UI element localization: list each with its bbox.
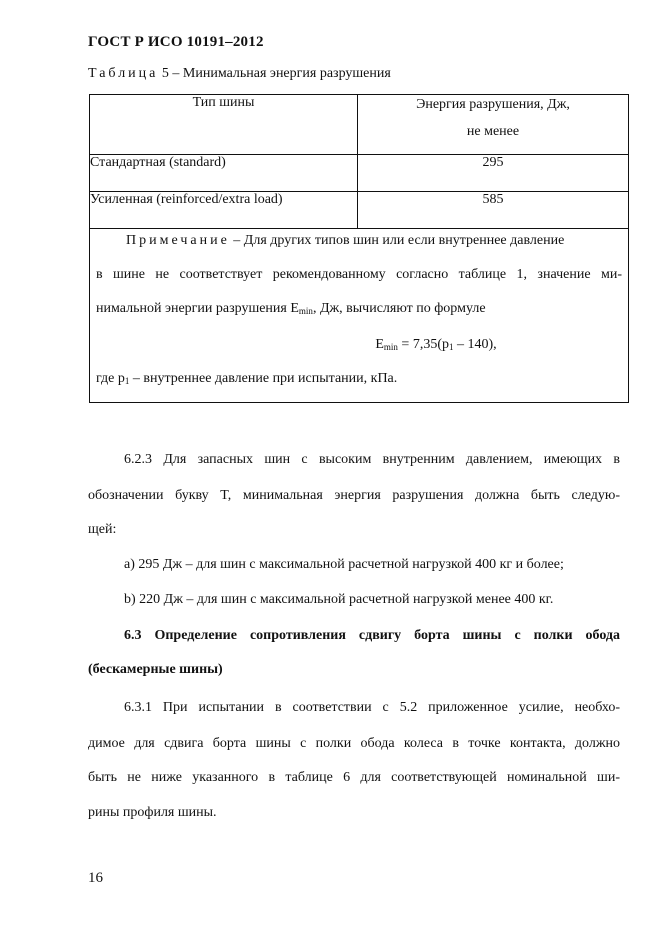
table-row bbox=[90, 155, 629, 192]
note-line-5 bbox=[96, 371, 622, 387]
table-caption-word: Таблица bbox=[88, 66, 159, 81]
formula-e: E bbox=[375, 337, 384, 352]
header-tire-type: Тип шины bbox=[90, 95, 358, 155]
table-caption bbox=[88, 66, 391, 82]
note-text-5b: – внутреннее давление при испытании, кПа. bbox=[129, 371, 398, 386]
cell-energy: 295 bbox=[358, 155, 629, 192]
list-item-b: b) 220 Дж – для шин с максимальной расчетной нагрузкой менее 400 кг. bbox=[124, 592, 554, 607]
header-energy bbox=[358, 95, 629, 155]
note-label: Примечание bbox=[126, 233, 230, 248]
paragraph-6-2-3-line2: обозначении букву T, минимальная энергия разрушения должна быть следую- bbox=[88, 488, 620, 503]
table-caption-title: 5 – Минимальная энергия разрушения bbox=[161, 66, 391, 81]
paragraph-6-3-1-line4: рины профиля шины. bbox=[88, 805, 217, 820]
header-energy-line2: не менее bbox=[466, 124, 520, 139]
formula-sub-1: 1 bbox=[448, 342, 454, 352]
table-row bbox=[90, 192, 629, 229]
page-number: 16 bbox=[88, 870, 103, 886]
paragraph-6-3-1-line1: 6.3.1 При испытании в соответствии с 5.2 приложенное усилие, необхо- bbox=[124, 700, 620, 715]
paragraph-6-3-1-line3: быть не ниже указанного в таблице 6 для соответствующей номинальной ши- bbox=[88, 770, 620, 785]
note-line-3 bbox=[96, 301, 622, 317]
header-energy-line1: Энергия разрушения, Дж, bbox=[416, 97, 570, 112]
list-item-a: a) 295 Дж – для шин с максимальной расчетной нагрузкой 400 кг и более; bbox=[124, 557, 564, 572]
cell-tire-type: Усиленная (reinforced/extra load) bbox=[90, 192, 358, 229]
formula-mid: = 7,35(p bbox=[397, 337, 449, 352]
formula-end: – 140), bbox=[453, 337, 497, 352]
note-text-3b: , Дж, вычисляют по формуле bbox=[312, 301, 486, 316]
table-note bbox=[90, 229, 629, 403]
note-line-1 bbox=[96, 233, 622, 249]
note-sub-1: 1 bbox=[124, 376, 130, 386]
section-heading-line1: 6.3 Определение сопротивления сдвигу борта шины с полки обода bbox=[124, 628, 620, 643]
note-text-5a: где p bbox=[96, 371, 125, 386]
cell-energy: 585 bbox=[358, 192, 629, 229]
note-text-3a: нимальной энергии разрушения E bbox=[96, 301, 299, 316]
document-header: ГОСТ Р ИСО 10191–2012 bbox=[88, 34, 264, 50]
cell-tire-type: Стандартная (standard) bbox=[90, 155, 358, 192]
paragraph-6-2-3-line3: щей: bbox=[88, 522, 117, 537]
table-note-row bbox=[90, 229, 629, 403]
formula-sub-min: min bbox=[383, 342, 398, 352]
energy-table bbox=[89, 94, 629, 403]
section-heading-line2: (бескамерные шины) bbox=[88, 662, 223, 677]
note-text-1: – Для других типов шин или если внутреннее давление bbox=[233, 233, 565, 248]
paragraph-6-2-3-line1: 6.2.3 Для запасных шин с высоким внутренним давлением, имеющих в bbox=[124, 452, 620, 467]
paragraph-6-3-1-line2: димое для сдвига борта шины с полки обода колеса в точке контакта, должно bbox=[88, 736, 620, 751]
table-header-row bbox=[90, 95, 629, 155]
note-sub-min: min bbox=[298, 306, 313, 316]
note-line-2: в шине не соответствует рекомендованному согласно таблице 1, значение ми- bbox=[96, 267, 622, 282]
note-formula bbox=[90, 337, 628, 353]
